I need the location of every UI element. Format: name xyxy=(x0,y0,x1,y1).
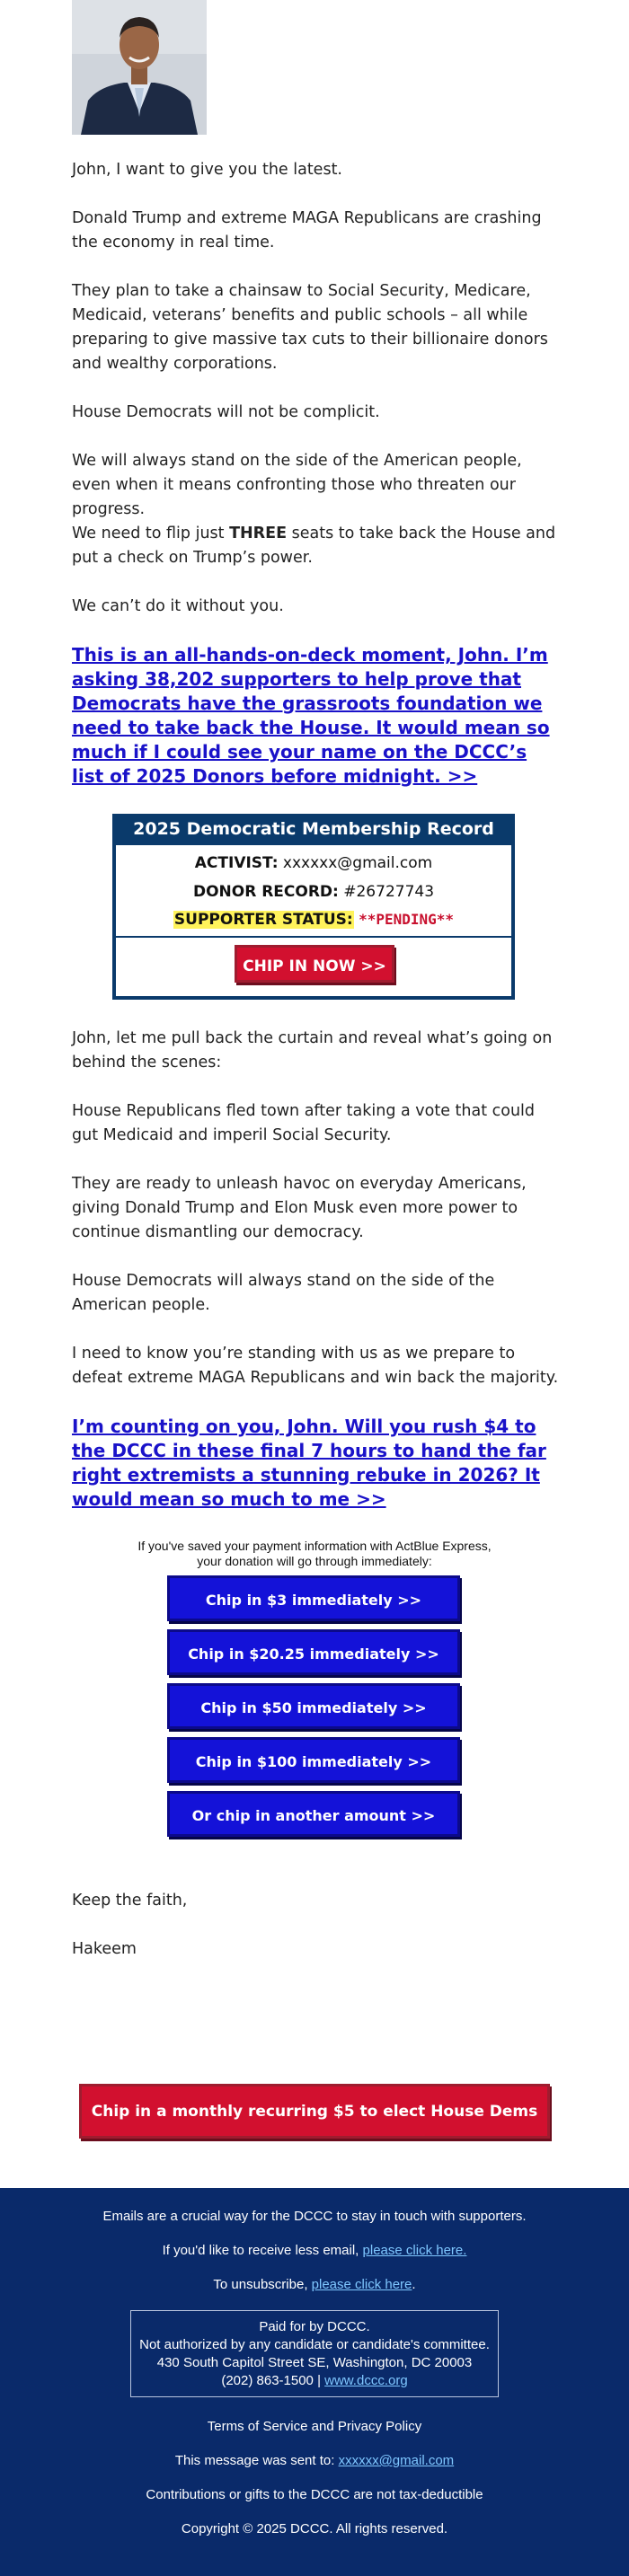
supporter-status-row xyxy=(116,909,511,931)
sender-photo xyxy=(72,0,207,135)
monthly-recurring-button[interactable]: Chip in a monthly recurring $5 to elect House Dems >> xyxy=(79,2084,550,2139)
paragraph-unleash-havoc: They are ready to unleash havoc on everyday Americans, giving Donald Trump and Elon Musk even more power to continue dismantling our democracy. xyxy=(72,1175,527,1241)
dccc-website-link[interactable]: www.dccc.org xyxy=(324,2373,408,2388)
not-authorized-line: Not authorized by any candidate or candidate's committee. xyxy=(139,2337,490,2352)
membership-record-body xyxy=(116,845,511,996)
signature: Hakeem xyxy=(72,1940,137,1958)
activist-email: xxxxxx@gmail.com xyxy=(282,854,433,872)
paragraph-not-complicit: House Democrats will not be complicit. xyxy=(72,403,380,421)
portrait-image xyxy=(72,0,207,135)
donor-record-row: DONOR RECORD: #26727743 xyxy=(192,883,435,901)
paragraph-greeting: John, I want to give you the latest. xyxy=(72,161,342,179)
paragraph-always-stand: House Democrats will always stand on the side of the American people. xyxy=(72,1272,495,1314)
unsubscribe-link[interactable]: please click here xyxy=(311,2277,412,2292)
paragraph-flip-seats: We need to flip just THREE seats to take back the House and put a check on Trump’s power. xyxy=(72,525,556,567)
paragraph-standing-with-us: I need to know you’re standing with us as we prepare to defeat extreme MAGA Republicans and win back the majority. xyxy=(72,1345,559,1387)
chip-in-50-button[interactable]: Chip in $50 immediately >> xyxy=(167,1683,460,1729)
donor-record-number: #26727743 xyxy=(343,883,435,901)
chip-in-100-button[interactable]: Chip in $100 immediately >> xyxy=(167,1737,460,1783)
chip-in-other-amount-button[interactable]: Or chip in another amount >> xyxy=(167,1791,460,1837)
phone-website-line: (202) 863-1500 | www.dccc.org xyxy=(221,2373,408,2388)
footer-copyright: Copyright © 2025 DCCC. All rights reserved. xyxy=(181,2521,448,2536)
actblue-express-note: If you've saved your payment information with ActBlue Express, your donation will go through immediately: xyxy=(137,1539,492,1568)
chip-in-3-button[interactable]: Chip in $3 immediately >> xyxy=(167,1575,460,1621)
paragraph-without-you: We can’t do it without you. xyxy=(72,597,284,615)
paragraph-behind-scenes: John, let me pull back the curtain and reveal what’s going on behind the scenes: xyxy=(72,1029,553,1072)
signoff: Keep the faith, xyxy=(72,1892,188,1910)
footer-email-note: Emails are a crucial way for the DCCC to stay in touch with supporters. xyxy=(102,2209,527,2224)
membership-record-title: 2025 Democratic Membership Record xyxy=(133,819,494,839)
supporter-status-label: SUPPORTER STATUS: xyxy=(173,911,353,929)
status-badge: **PENDING** xyxy=(359,911,455,928)
paragraph-stand-with-people: We will always stand on the side of the American people, even when it means confronting those who threaten our progress. xyxy=(72,452,522,518)
card-divider xyxy=(116,936,511,938)
donate-link-rush-4[interactable]: I’m counting on you, John. Will you rush $4 to the DCCC in these final 7 hours to hand the far right extremists a stunning rebuke in 2026? It would mean so much to me >> xyxy=(72,1416,546,1510)
donate-link-donors-list[interactable]: This is an all-hands-on-deck moment, John. I’m asking 38,202 supporters to help prove that Democrats have the grassroots foundation we need to take back the House. It would mean so much if I could see your name on the DCCC’s list of 2025 Donors before midnight. >> xyxy=(72,644,550,787)
paid-for-line: Paid for by DCCC. xyxy=(259,2319,370,2334)
membership-record-card xyxy=(112,814,515,1000)
footer-unsubscribe: To unsubscribe, please click here. xyxy=(213,2277,416,2292)
three-emphasis: THREE xyxy=(229,525,288,543)
paragraph-economy: Donald Trump and extreme MAGA Republicans are crashing the economy in real time. xyxy=(72,209,542,251)
address-line: 430 South Capitol Street SE, Washington, DC 20003 xyxy=(156,2355,473,2370)
paragraph-fled-town: House Republicans fled town after taking a vote that could gut Medicaid and imperil Social Security. xyxy=(72,1102,536,1144)
less-email-link[interactable]: please click here. xyxy=(362,2243,467,2258)
footer-less-email: If you'd like to receive less email, please click here. xyxy=(162,2243,467,2258)
footer-sent-to: This message was sent to: xxxxxx@gmail.com xyxy=(174,2453,455,2468)
footer xyxy=(0,2188,629,2576)
chip-in-now-button[interactable]: CHIP IN NOW >> xyxy=(235,945,394,983)
footer-tax-note: Contributions or gifts to the DCCC are not tax-deductible xyxy=(146,2487,483,2502)
chip-in-20-25-button[interactable]: Chip in $20.25 immediately >> xyxy=(167,1629,460,1675)
paid-for-box xyxy=(130,2310,499,2397)
activist-row: ACTIVIST: xxxxxx@gmail.com xyxy=(194,854,433,872)
recipient-email-link[interactable]: xxxxxx@gmail.com xyxy=(338,2453,455,2468)
terms-privacy-link[interactable]: Terms of Service and Privacy Policy xyxy=(207,2419,422,2434)
paragraph-chainsaw: They plan to take a chainsaw to Social Security, Medicare, Medicaid, veterans’ benefits and public schools – all while preparing to give massive tax cuts to their billionaire donors and wealthy corporations. xyxy=(72,282,548,373)
